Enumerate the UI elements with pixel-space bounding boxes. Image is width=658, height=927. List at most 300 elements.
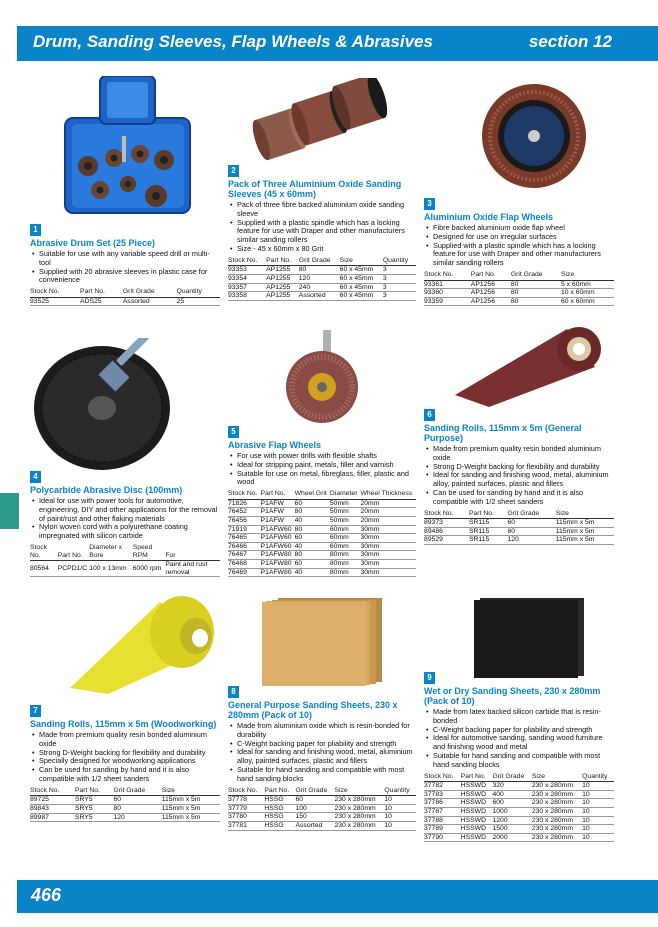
table-cell: AP1256: [471, 289, 511, 298]
feature-item: • Supplied with a plastic spindle which has a locking feature for use with Draper and other manufacturers similar sanding rollers: [424, 242, 614, 268]
table-row: [228, 508, 416, 517]
product-number-badge: 6: [424, 409, 435, 421]
spec-table: [228, 257, 416, 301]
feature-item: • Ideal for sanding and finishing wood, metal, aluminium alloy, painted surfaces, plastic and fillers: [228, 748, 416, 766]
column-header: Stock No.: [424, 510, 469, 519]
column-header: Part No.: [75, 787, 114, 796]
table-cell: 80mm: [330, 551, 361, 560]
table-cell: 230 x 280mm: [334, 796, 384, 805]
table-cell: 60: [507, 519, 555, 528]
feature-item: • Can be used for sanding by hand and it is also compatible with 1/2 sheet sanders: [424, 489, 614, 507]
feature-list: [30, 731, 220, 784]
product-number-badge: 4: [30, 471, 41, 483]
page-title: Drum, Sanding Sleeves, Flap Wheels & Abrasives: [33, 32, 433, 51]
table-cell: 115mm x 5m: [162, 804, 220, 813]
table-row: [228, 568, 416, 577]
table-cell: 10: [384, 821, 416, 830]
column-header: Part No.: [80, 288, 123, 297]
feature-item: • For use with power drills with flexible shafts: [228, 452, 416, 461]
table-cell: 10: [582, 790, 614, 799]
table-cell: 115mm x 5m: [162, 796, 220, 805]
table-cell: 37781: [228, 821, 264, 830]
table-cell: 80: [511, 297, 561, 306]
table-row: [228, 525, 416, 534]
table-row: [228, 274, 416, 283]
table-cell: 30mm: [360, 542, 416, 551]
table-row: [228, 551, 416, 560]
product-number-badge: 3: [424, 198, 435, 210]
table-cell: AP1256: [471, 297, 511, 306]
table-cell: 93354: [228, 274, 266, 283]
feature-item: • Fibre backed aluminium oxide flap wheel: [424, 224, 614, 233]
feature-list: [228, 452, 416, 487]
product-abrasive-drum-set: [30, 219, 220, 306]
table-cell: 37786: [424, 799, 461, 808]
table-cell: 60 x 60mm: [561, 297, 614, 306]
table-cell: 89725: [30, 796, 75, 805]
table-cell: 60 x 45mm: [340, 283, 383, 292]
table-row: [228, 796, 416, 805]
table-cell: 3: [383, 266, 416, 275]
table-cell: 93358: [228, 292, 266, 301]
table-cell: 60mm: [330, 534, 361, 543]
table-row: [424, 280, 614, 289]
product-sanding-rolls-woodworking: [30, 700, 220, 822]
column-header: Stock No.: [228, 490, 261, 499]
table-cell: 120: [507, 536, 555, 545]
table-cell: 80: [295, 525, 330, 534]
table-cell: 10: [384, 804, 416, 813]
feature-item: • Suitable for use with any variable speed drill or multi-tool: [30, 250, 220, 268]
table-cell: 30mm: [360, 525, 416, 534]
table-cell: 30mm: [360, 568, 416, 577]
spec-table: [30, 288, 220, 306]
product-title: Wet or Dry Sanding Sheets, 230 x 280mm (Pack of 10): [424, 686, 601, 706]
table-cell: SR115: [469, 536, 508, 545]
page-number: 466: [31, 885, 62, 905]
table-cell: 37790: [424, 833, 461, 842]
table-cell: P1AFW80: [261, 559, 295, 568]
column-header: Stock No.: [30, 288, 80, 297]
table-cell: 76456: [228, 516, 261, 525]
table-cell: HSSG: [264, 813, 295, 822]
table-cell: 230 x 280mm: [532, 799, 582, 808]
table-cell: 93353: [228, 266, 266, 275]
feature-list: [228, 201, 416, 254]
table-cell: 37787: [424, 807, 461, 816]
table-cell: AP1255: [266, 266, 299, 275]
section-label: section 12: [528, 32, 612, 51]
feature-item: • Supplied with a plastic spindle which has a locking feature for use with Draper and other manufacturers similar sanding rollers: [228, 219, 416, 245]
column-header: Stock No.: [424, 271, 471, 280]
spec-table: [424, 271, 614, 306]
column-header: Size: [162, 787, 220, 796]
table-cell: HSSWD: [461, 816, 493, 825]
table-cell: 115mm x 5m: [556, 519, 614, 528]
column-header: Stock No.: [228, 257, 266, 266]
table-row: [228, 534, 416, 543]
column-header: Wheel Grit: [295, 490, 330, 499]
table-cell: 37789: [424, 825, 461, 834]
table-cell: 150: [296, 813, 335, 822]
product-title: Sanding Rolls, 115mm x 5m (General Purpose): [424, 423, 582, 443]
table-cell: SR115: [469, 519, 508, 528]
table-cell: HSSWD: [461, 799, 493, 808]
table-cell: 20mm: [360, 508, 416, 517]
table-cell: 40: [295, 568, 330, 577]
table-cell: 230 x 280mm: [532, 833, 582, 842]
table-cell: 100: [296, 804, 335, 813]
feature-item: • Made from premium quality resin bonded aluminium oxide: [424, 445, 614, 463]
feature-item: • Size - 45 x 60mm x 80 Grit: [228, 245, 416, 254]
abrasive-flap-wheel-image: [282, 330, 362, 425]
product-sanding-rolls-general: [424, 404, 614, 545]
table-cell: 10: [582, 825, 614, 834]
table-row: [424, 816, 614, 825]
table-cell: HSSWD: [461, 790, 493, 799]
polycarbide-disc-image: [30, 338, 180, 470]
table-cell: HSSG: [264, 796, 295, 805]
table-row: [228, 516, 416, 525]
table-cell: 60: [295, 499, 330, 508]
table-cell: PCPD1/C: [58, 561, 89, 577]
sanding-sleeves-image: [250, 78, 390, 163]
table-cell: 10: [582, 833, 614, 842]
table-cell: 20mm: [360, 499, 416, 508]
feature-item: • Made from premium quality resin bonded aluminium oxide: [30, 731, 220, 749]
table-cell: 76466: [228, 542, 261, 551]
feature-item: • Supplied with 20 abrasive sleeves in plastic case for convenience: [30, 268, 220, 286]
table-cell: 50mm: [330, 499, 361, 508]
table-cell: 60: [295, 534, 330, 543]
product-title: Sanding Rolls, 115mm x 5m (Woodworking): [30, 719, 217, 729]
product-title: Abrasive Drum Set (25 Piece): [30, 238, 156, 248]
table-cell: P1AFW60: [261, 542, 295, 551]
table-cell: Assorted: [299, 292, 340, 301]
flap-wheel-image: [480, 82, 588, 190]
table-cell: 60: [295, 559, 330, 568]
table-cell: 3: [383, 283, 416, 292]
feature-item: • Ideal for sanding and finishing wood, metal, aluminium alloy, painted surfaces, plastic and fillers: [424, 471, 614, 489]
column-header: Size: [340, 257, 383, 266]
column-header: Diameter: [330, 490, 361, 499]
column-header: Part No.: [471, 271, 511, 280]
feature-item: • Suitable for use on metal, fibreglass, filler, plastic and wood: [228, 470, 416, 488]
table-cell: 76469: [228, 568, 261, 577]
table-row: [30, 796, 220, 805]
table-row: [424, 527, 614, 536]
table-row: [424, 833, 614, 842]
column-header: Grit Grade: [299, 257, 340, 266]
feature-item: • Made from aluminium oxide which is resin-bonded for durability: [228, 722, 416, 740]
table-cell: 230 x 280mm: [532, 825, 582, 834]
table-row: [424, 807, 614, 816]
table-cell: AP1255: [266, 292, 299, 301]
table-cell: 10: [384, 796, 416, 805]
table-cell: ADS25: [80, 297, 123, 306]
column-header: Quantity: [384, 787, 416, 796]
column-header: Quantity: [177, 288, 220, 297]
table-cell: SRY5: [75, 796, 114, 805]
table-cell: 71919: [228, 525, 261, 534]
table-cell: 100 x 13mm: [89, 561, 133, 577]
table-cell: P1AFW60: [261, 525, 295, 534]
spec-table: [30, 787, 220, 822]
feature-item: • C-Weight backing paper for pliability and strength: [228, 740, 416, 749]
table-cell: 60mm: [330, 542, 361, 551]
table-cell: 40: [295, 516, 330, 525]
table-cell: 80: [295, 551, 330, 560]
column-header: Size: [532, 773, 582, 782]
product-aluminium-oxide-sleeves: [228, 160, 416, 301]
table-cell: HSSG: [264, 821, 295, 830]
table-cell: HSSWD: [461, 825, 493, 834]
sanding-sheets-image: [262, 598, 382, 686]
feature-list: [424, 445, 614, 507]
table-cell: 93525: [30, 297, 80, 306]
table-cell: 1200: [493, 816, 532, 825]
table-row: [424, 825, 614, 834]
column-header: Grit Grade: [296, 787, 335, 796]
page-footer: [17, 880, 658, 913]
table-cell: HSSG: [264, 804, 295, 813]
column-header: Part No.: [264, 787, 295, 796]
table-cell: 60 x 45mm: [340, 266, 383, 275]
column-header: Quantity: [582, 773, 614, 782]
table-cell: 3: [383, 274, 416, 283]
table-cell: 93359: [424, 297, 471, 306]
table-cell: 80: [511, 280, 561, 289]
table-row: [424, 536, 614, 545]
column-header: Part No.: [266, 257, 299, 266]
table-cell: 10 x 60mm: [561, 289, 614, 298]
spec-table: [424, 510, 614, 545]
table-cell: AP1255: [266, 283, 299, 292]
table-cell: 60mm: [330, 525, 361, 534]
table-cell: 76465: [228, 534, 261, 543]
table-cell: 60 x 45mm: [340, 292, 383, 301]
table-cell: P1AFW: [261, 516, 295, 525]
feature-list: [30, 497, 220, 541]
table-cell: 89373: [424, 519, 469, 528]
column-header: Quantity: [383, 257, 416, 266]
feature-item: • Nylon woven cord with a polyurethane coating impregnated with silicon carbide: [30, 523, 220, 541]
table-cell: P1AFW60: [261, 534, 295, 543]
table-cell: 20mm: [360, 516, 416, 525]
table-cell: 10: [582, 807, 614, 816]
table-row: [424, 289, 614, 298]
product-number-badge: 5: [228, 426, 239, 438]
table-cell: 89843: [30, 804, 75, 813]
table-cell: P1AFW: [261, 508, 295, 517]
product-number-badge: 1: [30, 224, 41, 236]
column-header: Grit Grade: [511, 271, 561, 280]
table-cell: 50mm: [330, 508, 361, 517]
feature-item: • Specially designed for woodworking applications: [30, 757, 220, 766]
table-cell: SRY5: [75, 813, 114, 822]
table-row: [30, 297, 220, 306]
table-row: [30, 561, 220, 577]
table-cell: 80mm: [330, 568, 361, 577]
feature-item: • Strong D-Weight backing for flexibility and durability: [30, 749, 220, 758]
product-title: General Purpose Sanding Sheets, 230 x 280mm (Pack of 10): [228, 700, 398, 720]
column-header: Part No.: [58, 544, 89, 561]
table-cell: 5 x 60mm: [561, 280, 614, 289]
table-cell: 230 x 280mm: [532, 782, 582, 791]
spec-table: [228, 787, 416, 831]
table-row: [424, 790, 614, 799]
product-title: Pack of Three Aluminium Oxide Sanding Sleeves (45 x 60mm): [228, 179, 402, 199]
column-header: Grit Grade: [493, 773, 532, 782]
product-wet-dry-sheets: [424, 667, 614, 842]
table-cell: 76468: [228, 559, 261, 568]
table-cell: 600: [493, 799, 532, 808]
table-cell: 30mm: [360, 534, 416, 543]
product-title: Polycarbide Abrasive Disc (100mm): [30, 485, 183, 495]
table-cell: 10: [582, 782, 614, 791]
column-header: Size: [334, 787, 384, 796]
table-cell: 240: [299, 283, 340, 292]
table-cell: 1500: [493, 825, 532, 834]
table-cell: 89987: [30, 813, 75, 822]
table-cell: 30mm: [360, 559, 416, 568]
column-header: Part No.: [469, 510, 508, 519]
table-cell: 10: [582, 816, 614, 825]
table-cell: HSSWD: [461, 782, 493, 791]
feature-item: • C-Weight backing paper for pliability and strength: [424, 726, 614, 735]
table-cell: 230 x 280mm: [532, 790, 582, 799]
table-cell: 89486: [424, 527, 469, 536]
column-header: Grit Grade: [507, 510, 555, 519]
feature-item: • Can be used for sanding by hand and it is also compatible with 1/2 sheet sanders: [30, 766, 220, 784]
table-cell: 80: [507, 527, 555, 536]
table-cell: 120: [113, 813, 161, 822]
spec-table: [30, 544, 220, 577]
table-cell: 80: [295, 508, 330, 517]
column-header: For: [165, 544, 220, 561]
table-cell: 50mm: [330, 516, 361, 525]
table-row: [228, 813, 416, 822]
table-cell: 400: [493, 790, 532, 799]
product-number-badge: 2: [228, 165, 239, 177]
sanding-roll-yellow-image: [70, 592, 220, 694]
feature-item: • Suitable for hand sanding and compatible with most hand sanding blocks: [228, 766, 416, 784]
feature-list: [424, 224, 614, 268]
sanding-roll-red-image: [455, 327, 605, 407]
table-cell: 320: [493, 782, 532, 791]
table-row: [30, 813, 220, 822]
table-cell: SRY5: [75, 804, 114, 813]
table-cell: 76452: [228, 508, 261, 517]
feature-item: • Made from latex backed silicon carbide that is resin-bonded: [424, 708, 614, 726]
table-row: [228, 292, 416, 301]
table-row: [424, 799, 614, 808]
column-header: Speed RPM: [133, 544, 166, 561]
table-cell: 40: [295, 542, 330, 551]
product-general-purpose-sheets: [228, 681, 416, 831]
feature-list: [424, 708, 614, 770]
table-row: [228, 283, 416, 292]
table-cell: P1AFW80: [261, 568, 295, 577]
table-row: [228, 559, 416, 568]
table-cell: AP1255: [266, 274, 299, 283]
feature-list: [228, 722, 416, 784]
table-row: [424, 297, 614, 306]
table-cell: SR115: [469, 527, 508, 536]
table-row: [228, 821, 416, 830]
product-number-badge: 8: [228, 686, 239, 698]
table-cell: 120: [299, 274, 340, 283]
table-cell: 115mm x 5m: [556, 527, 614, 536]
table-cell: 25: [177, 297, 220, 306]
feature-item: • Suitable for hand sanding and compatible with most hand sanding blocks: [424, 752, 614, 770]
table-cell: 93360: [424, 289, 471, 298]
table-cell: P1AFW80: [261, 551, 295, 560]
table-cell: 60: [296, 796, 335, 805]
column-header: Wheel Thickness: [360, 490, 416, 499]
feature-item: • Ideal for automotive sanding, sanding wood furniture and finishing wood and metal: [424, 734, 614, 752]
column-header: Stock No.: [30, 544, 58, 561]
product-number-badge: 7: [30, 705, 41, 717]
table-cell: 80: [113, 804, 161, 813]
table-cell: 30mm: [360, 551, 416, 560]
table-cell: 6000 rpm: [133, 561, 166, 577]
product-abrasive-flap-wheels: [228, 421, 416, 577]
table-row: [30, 804, 220, 813]
table-row: [228, 804, 416, 813]
table-cell: 37779: [228, 804, 264, 813]
column-header: Part No.: [261, 490, 295, 499]
table-cell: 60 x 45mm: [340, 274, 383, 283]
table-cell: 230 x 280mm: [532, 807, 582, 816]
table-cell: 230 x 280mm: [334, 813, 384, 822]
table-cell: 115mm x 5m: [162, 813, 220, 822]
column-header: Part No.: [461, 773, 493, 782]
table-cell: 89529: [424, 536, 469, 545]
table-cell: 93357: [228, 283, 266, 292]
table-cell: 37782: [424, 782, 461, 791]
feature-item: • Strong D-Weight backing for flexibility and durability: [424, 463, 614, 472]
product-title: Abrasive Flap Wheels: [228, 440, 322, 450]
table-cell: 1000: [493, 807, 532, 816]
column-header: Grit Grade: [123, 288, 177, 297]
product-number-badge: 9: [424, 672, 435, 684]
table-cell: 93361: [424, 280, 471, 289]
column-header: Diameter x Bore: [89, 544, 133, 561]
table-cell: 115mm x 5m: [556, 536, 614, 545]
table-row: [424, 519, 614, 528]
table-cell: Assorted: [296, 821, 335, 830]
table-cell: P1AFW: [261, 499, 295, 508]
table-cell: Paint and rust removal: [165, 561, 220, 577]
column-header: Grit Grade: [113, 787, 161, 796]
table-cell: 76467: [228, 551, 261, 560]
feature-item: • Ideal for stripping paint, metals, filler and varnish: [228, 461, 416, 470]
table-cell: 80564: [30, 561, 58, 577]
column-header: Size: [561, 271, 614, 280]
spec-table: [228, 490, 416, 577]
product-polycarbide-disc: [30, 466, 220, 577]
table-row: [228, 542, 416, 551]
table-row: [228, 266, 416, 275]
table-cell: 10: [384, 813, 416, 822]
column-header: Stock No.: [228, 787, 264, 796]
table-cell: 230 x 280mm: [532, 816, 582, 825]
table-cell: 60: [113, 796, 161, 805]
feature-item: • Pack of three fibre backed aluminium oxide sanding sleeve: [228, 201, 416, 219]
table-cell: 37780: [228, 813, 264, 822]
feature-list: [30, 250, 220, 285]
